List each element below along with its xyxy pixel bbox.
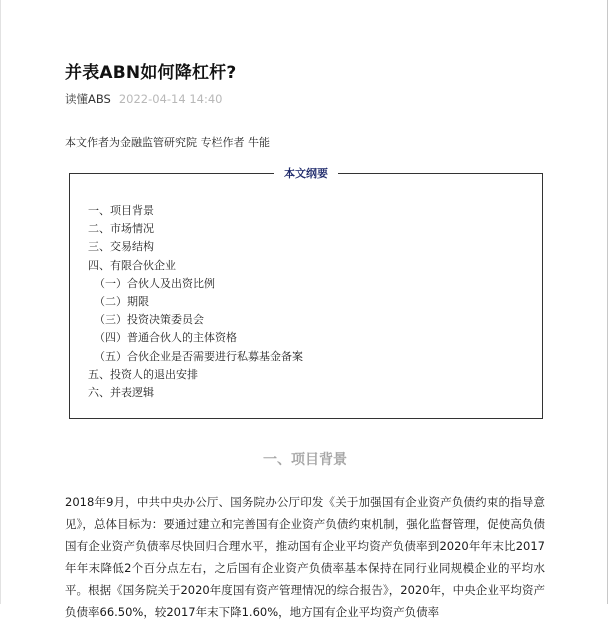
toc-title: 本文纲要 xyxy=(274,165,338,181)
toc-item: 二、市场情况 xyxy=(88,222,154,236)
toc-subitem: （一）合伙人及出资比例 xyxy=(94,276,215,290)
article-meta xyxy=(65,91,223,107)
author-link[interactable]: 读懂ABS xyxy=(65,92,111,106)
paragraph-text: 2018年9月，中共中央办公厅、国务院办公厅印发《关于加强国有企业资产负债约束的指导意见》，总体目标为：要通过建立和完善国有企业资产负债约束机制，强化监督管理，促使高负债国有企业资产负债率尽快回归合理水平，推动国有企业平均资产负债率到2020年年末比2017年年末降低2个百分点左右，之后国有企业资产负债率基本保持在同行业同规模企业的平均水平。根据《国务院关于2020年度国有资产管理情况的综合报告》，2020年，中央企业平均资产负债率66.50%，较2017年末下降1.60%，地方国有企业平均资产负债率 xyxy=(65,495,545,619)
article-title: 并表ABN如何降杠杆? xyxy=(65,63,237,83)
toc-item: 三、交易结构 xyxy=(88,240,154,254)
toc-subitem: （四）普通合伙人的主体资格 xyxy=(94,331,237,345)
toc-list xyxy=(88,202,303,402)
body-paragraph xyxy=(65,491,545,623)
table-of-contents xyxy=(69,167,543,419)
toc-item: 五、投资人的退出安排 xyxy=(88,367,198,381)
publish-date: 2022-04-14 14:40 xyxy=(118,92,223,106)
section-heading: 一、项目背景 xyxy=(263,452,347,468)
toc-item: 一、项目背景 xyxy=(88,204,154,217)
author-byline: 本文作者为金融监管研究院 专栏作者 牛能 xyxy=(65,136,270,149)
toc-subitem: （三）投资决策委员会 xyxy=(94,313,204,327)
toc-item: 四、有限合伙企业 xyxy=(88,258,176,272)
toc-subitem: （二）期限 xyxy=(94,295,149,309)
toc-item: 六、并表逻辑 xyxy=(88,386,154,400)
toc-subitem: （五）合伙企业是否需要进行私募基金备案 xyxy=(94,349,303,363)
